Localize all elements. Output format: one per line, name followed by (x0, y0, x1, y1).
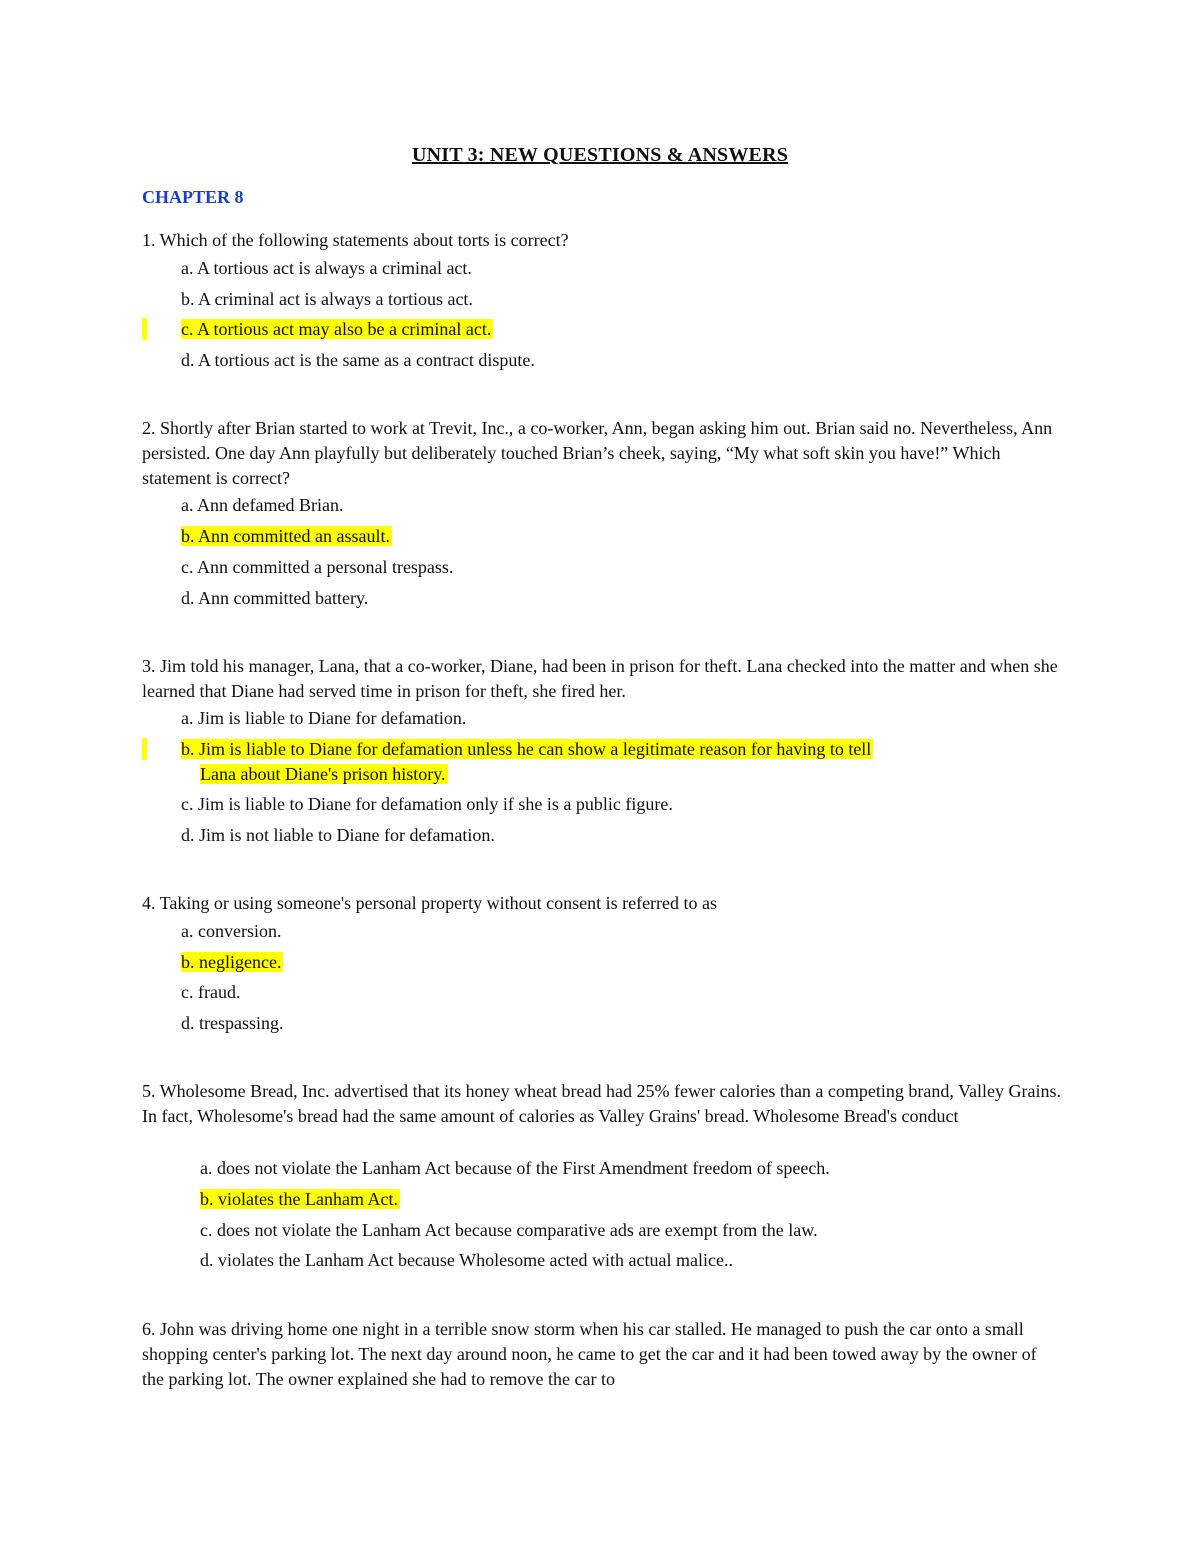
q4-option-b (181, 950, 283, 975)
q5-option-a: a. does not violate the Lanham Act because of the First Amendment freedom of speech. (200, 1158, 830, 1178)
q4-option-c: c. fraud. (181, 982, 241, 1002)
q5-option-b (200, 1187, 400, 1212)
q1-option-a: a. A tortious act is always a criminal act. (181, 258, 472, 278)
q3-answer-highlight-line1: b. Jim is liable to Diane for defamation unless he can show a legitimate reason for having to tell (181, 739, 872, 759)
q1-option-c (181, 317, 493, 342)
q5-option-d: d. violates the Lanham Act because Wholesome acted with actual malice.. (200, 1250, 733, 1270)
q5-option-c: c. does not violate the Lanham Act because comparative ads are exempt from the law. (200, 1220, 818, 1240)
answer-marker-q1 (142, 318, 147, 340)
question-2: 2. Shortly after Brian started to work at Trevit, Inc., a co-worker, Ann, began asking him out. Brian said no. Nevertheless, Ann persisted. One day Ann playfully but deliberately touched Brian’s cheek, saying, “My what soft skin you have!” Which statement is correct? (142, 418, 1053, 488)
question-5: 5. Wholesome Bread, Inc. advertised that its honey wheat bread had 25% fewer calories than a competing brand, Valley Grains. In fact, Wholesome's bread had the same amount of calories as Valley Grains' bread. Wholesome Bread's conduct (142, 1081, 1062, 1126)
q5-answer-highlight: b. violates the Lanham Act. (200, 1189, 398, 1209)
q4-option-d: d. trespassing. (181, 1013, 284, 1033)
answer-marker-q3 (142, 738, 147, 760)
q1-option-d: d. A tortious act is the same as a contract dispute. (181, 350, 535, 370)
q4-answer-highlight: b. negligence. (181, 952, 282, 972)
question-1: 1. Which of the following statements about torts is correct? (142, 230, 569, 250)
q2-answer-highlight: b. Ann committed an assault. (181, 526, 390, 546)
q2-option-c: c. Ann committed a personal trespass. (181, 557, 454, 577)
question-3: 3. Jim told his manager, Lana, that a co-worker, Diane, had been in prison for theft. Lana checked into the matter and when she learned that Diane had served time in prison for theft, she fired her. (142, 656, 1058, 701)
page-title: UNIT 3: NEW QUESTIONS & ANSWERS (411, 144, 789, 166)
q1-option-b: b. A criminal act is always a tortious act. (181, 289, 473, 309)
q3-option-c: c. Jim is liable to Diane for defamation only if she is a public figure. (181, 794, 673, 814)
q4-option-a: a. conversion. (181, 921, 282, 941)
chapter-heading: CHAPTER 8 (142, 187, 244, 207)
q3-answer-highlight-line2: Lana about Diane's prison history. (200, 764, 446, 784)
q3-option-b (181, 737, 873, 762)
q3-option-a: a. Jim is liable to Diane for defamation. (181, 708, 467, 728)
question-4: 4. Taking or using someone's personal property without consent is referred to as (142, 893, 718, 913)
q3-option-b-continued (200, 762, 448, 787)
q3-option-d: d. Jim is not liable to Diane for defamation. (181, 825, 495, 845)
q2-option-a: a. Ann defamed Brian. (181, 495, 344, 515)
question-6: 6. John was driving home one night in a terrible snow storm when his car stalled. He managed to push the car onto a small shopping center's parking lot. The next day around noon, he came to get the car and it had been towed away by the owner of the parking lot. The owner explained she had to remove the car to (142, 1319, 1037, 1389)
q1-answer-highlight: c. A tortious act may also be a criminal act. (181, 319, 492, 339)
q2-option-b (181, 524, 392, 549)
q2-option-d: d. Ann committed battery. (181, 588, 369, 608)
